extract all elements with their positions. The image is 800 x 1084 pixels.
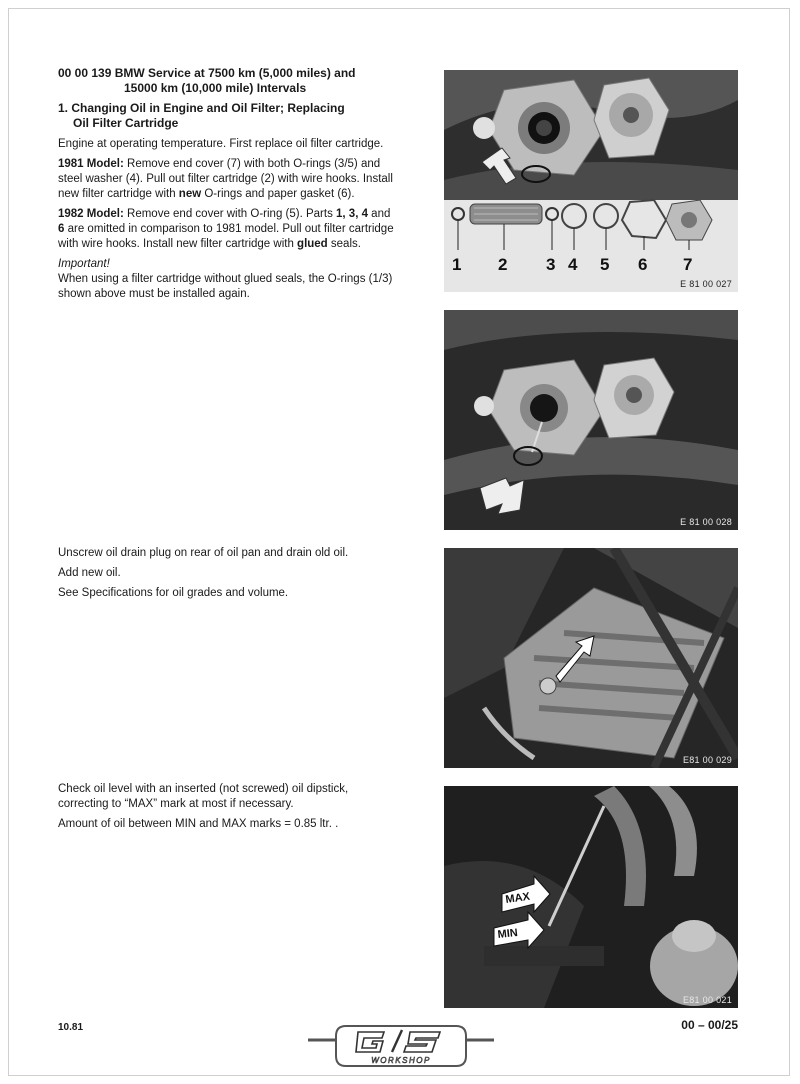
oil-pan-photo (444, 548, 738, 768)
part-label-4: 4 (568, 255, 578, 274)
text-column-drain (58, 546, 398, 606)
photo-dipstick (444, 786, 738, 1008)
model-1981-text-2: O-rings and paper gasket (6). (201, 188, 355, 200)
model-1981-bold-new: new (178, 188, 202, 200)
important-paragraph: When using a filter cartridge without glued seals, the O-rings (1/3) shown above must be installed again. (58, 273, 393, 300)
part-label-2: 2 (498, 255, 508, 274)
model-1982-paragraph (58, 207, 398, 252)
photo-1-ref: E 81 00 027 (680, 279, 732, 289)
model-1982-bold-6: 6 (58, 223, 65, 235)
intro-paragraph: Engine at operating temperature. First replace oil filter cartridge. (58, 138, 384, 150)
part-label-6: 6 (638, 255, 648, 274)
footer-date: 10.81 (58, 1022, 84, 1033)
drain-paragraph-2: Add new oil. (58, 567, 121, 579)
model-1981-label: 1981 Model: (58, 158, 124, 170)
section-heading-line-1: 1. Changing Oil in Engine and Oil Filter; Replacing (58, 101, 345, 115)
part-label-5: 5 (600, 255, 610, 274)
logo-graphic (306, 1018, 496, 1072)
photo-2-ref: E 81 00 028 (680, 517, 732, 527)
model-1982-bold-parts: 1, 3, 4 (336, 208, 368, 220)
photo-oil-pan (444, 548, 738, 768)
min-label: MIN (497, 926, 519, 941)
text-column-top (58, 66, 398, 307)
model-1982-label: 1982 Model: (58, 208, 124, 220)
drain-paragraph-1: Unscrew oil drain plug on rear of oil pan and drain old oil. (58, 547, 349, 559)
model-1981-paragraph (58, 157, 398, 202)
page-title (58, 66, 398, 96)
part-label-3: 3 (546, 255, 556, 274)
text-column-check (58, 782, 398, 837)
model-1982-bold-glued: glued (297, 238, 328, 250)
model-1982-text-1: Remove end cover with O-ring (5). Parts (123, 208, 337, 220)
check-paragraph-2: Amount of oil between MIN and MAX marks = 0.85 ltr. . (58, 818, 339, 830)
section-heading-line-2: Oil Filter Cartridge (73, 116, 179, 130)
dipstick-photo (444, 786, 738, 1008)
model-1982-text-3: are omitted in comparison to 1981 model. Pull out filter cartridge with wire hooks. Install new filter cartridge with (58, 223, 394, 250)
part-label-1: 1 (452, 255, 462, 274)
section-heading (58, 101, 398, 131)
model-1981-text-1: Remove end cover (7) with both O-rings (3/5) and steel washer (4). Pull out filter cartridge (2) with wire hooks. Install new filter cartridge with (58, 158, 393, 200)
title-line-1: 00 00 139 BMW Service at 7500 km (5,000 miles) and (58, 66, 356, 80)
important-label: Important! (58, 258, 110, 270)
logo-text: WORKSHOP (371, 1056, 431, 1065)
filter-removed-photo (444, 310, 738, 530)
page-number: 00 – 00/25 (681, 1018, 738, 1032)
part-label-7: 7 (683, 255, 693, 274)
gs-workshop-logo (306, 1018, 496, 1072)
model-1982-text-2: and (367, 208, 391, 220)
photo-4-ref: E81 00 021 (682, 995, 732, 1005)
important-label-line (58, 257, 398, 272)
check-paragraph-1: Check oil level with an inserted (not screwed) oil dipstick, correcting to “MAX” mark at most if necessary. (58, 783, 349, 810)
photo-filter-removed (444, 310, 738, 530)
model-1982-text-4: seals. (327, 238, 361, 250)
title-line-2: 15000 km (10,000 mile) Intervals (124, 81, 307, 95)
max-label: MAX (504, 890, 531, 906)
photo-filter-parts (444, 70, 738, 292)
filter-housing-photo (444, 70, 738, 292)
drain-paragraph-3: See Specifications for oil grades and volume. (58, 587, 289, 599)
photo-3-ref: E81 00 029 (682, 755, 732, 765)
